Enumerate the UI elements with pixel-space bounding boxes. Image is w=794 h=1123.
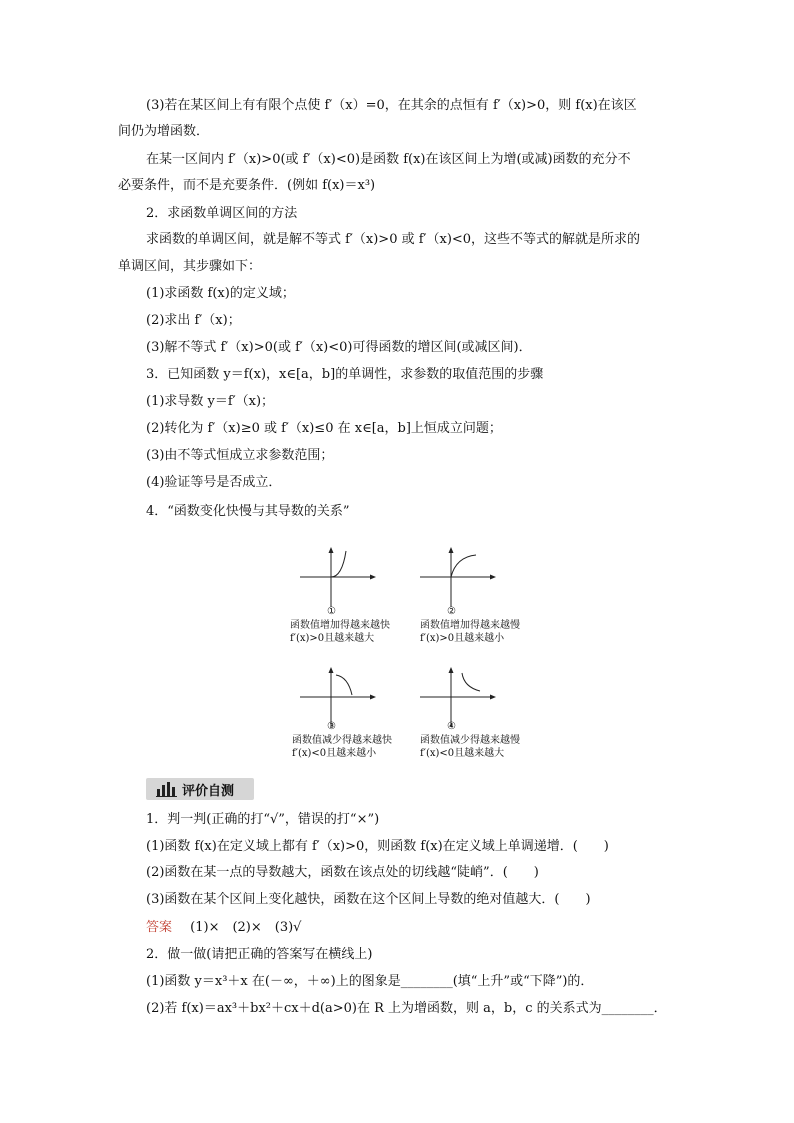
graph-caption: f′(x)>0且越来越大 [290,633,375,644]
text-line: 单调区间，其步骤如下： [118,259,262,274]
graph-caption: 函数值减少得越来越慢 [420,735,520,746]
graph-increasing-slower [418,545,498,609]
text-line: (3)若在某区间上有有限个点使 f′（x）=0，在其余的点恒有 f′（x)>0，则 f(x)在该区 [146,98,637,113]
quiz-item: (1)函数 f(x)在定义域上都有 f′（x)>0，则函数 f(x)在定义域上单调递增．( ) [146,839,609,854]
graph-decreasing-slower [418,665,498,729]
section-title: 评价自测 [182,783,235,799]
quiz-item: (2)若 f(x)＝ax³＋bx²＋cx＋d(a>0)在 R 上为增函数，则 a，b，c 的关系式为________． [146,1001,667,1016]
answer-label: 答案 [146,920,173,935]
text-line: (2)求出 f′（x)； [146,313,241,328]
graph-caption: f′(x)<0且越来越大 [420,748,505,759]
graph-caption: 函数值增加得越来越快 [290,620,390,631]
text-line: (1)求导数 y＝f′（x)； [146,394,275,409]
text-line: (3)由不等式恒成立求参数范围； [146,448,334,463]
graph-caption: 函数值减少得越来越快 [292,735,392,746]
heading-3: 3．已知函数 y＝f(x)，x∈[a，b]的单调性，求参数的取值范围的步骤 [146,367,544,382]
graph-number: ④ [447,721,456,732]
bar-chart-icon [156,781,178,797]
text-line: (3)解不等式 f′（x)>0(或 f′（x)<0)可得函数的增区间(或减区间)． [146,340,532,355]
graph-increasing-faster [298,545,378,609]
quiz-question-2: 2．做一做(请把正确的答案写在横线上) [146,947,373,962]
graph-caption: f′(x)>0且越来越小 [420,633,505,644]
graph-number: ① [327,606,336,617]
text-line: 求函数的单调区间，就是解不等式 f′（x)>0 或 f′（x)<0，这些不等式的解就是所求的 [146,232,641,247]
graph-caption: 函数值增加得越来越慢 [420,620,520,631]
text-line: (2)转化为 f′（x)≥0 或 f′（x)≤0 在 x∈[a，b]上恒成立问题； [146,421,502,436]
quiz-item: (3)函数在某个区间上变化越快，函数在这个区间上导数的绝对值越大．( ) [146,892,591,907]
graph-number: ② [447,606,456,617]
quiz-question-1: 1．判一判(正确的打“√”，错误的打“×”) [146,812,380,827]
graph-decreasing-faster [298,665,378,729]
text-line: 在某一区间内 f′（x)>0(或 f′（x)<0)是函数 f(x)在该区间上为增(或减)函数的充分不 [146,152,631,167]
answer-text: (1)× (2)× (3)√ [190,920,302,935]
text-line: 间仍为增函数． [118,124,210,139]
text-line: (4)验证等号是否成立． [146,475,282,490]
quiz-item: (1)函数 y＝x³＋x 在(－∞，＋∞)上的图象是________(填“上升”或“下降”)的． [146,974,594,989]
heading-2: 2．求函数单调区间的方法 [146,206,298,221]
graph-number: ③ [327,721,336,732]
section-badge [146,778,254,800]
text-line: 必要条件，而不是充要条件．(例如 f(x)＝x³) [118,178,376,193]
answer-row [146,919,301,937]
text-line: (1)求函数 f(x)的定义域； [146,286,295,301]
heading-4: 4．“函数变化快慢与其导数的关系” [146,504,350,519]
graph-caption: f′(x)<0且越来越小 [292,748,377,759]
quiz-item: (2)函数在某一点的导数越大，函数在该点处的切线越“陡峭”．( ) [146,865,539,880]
